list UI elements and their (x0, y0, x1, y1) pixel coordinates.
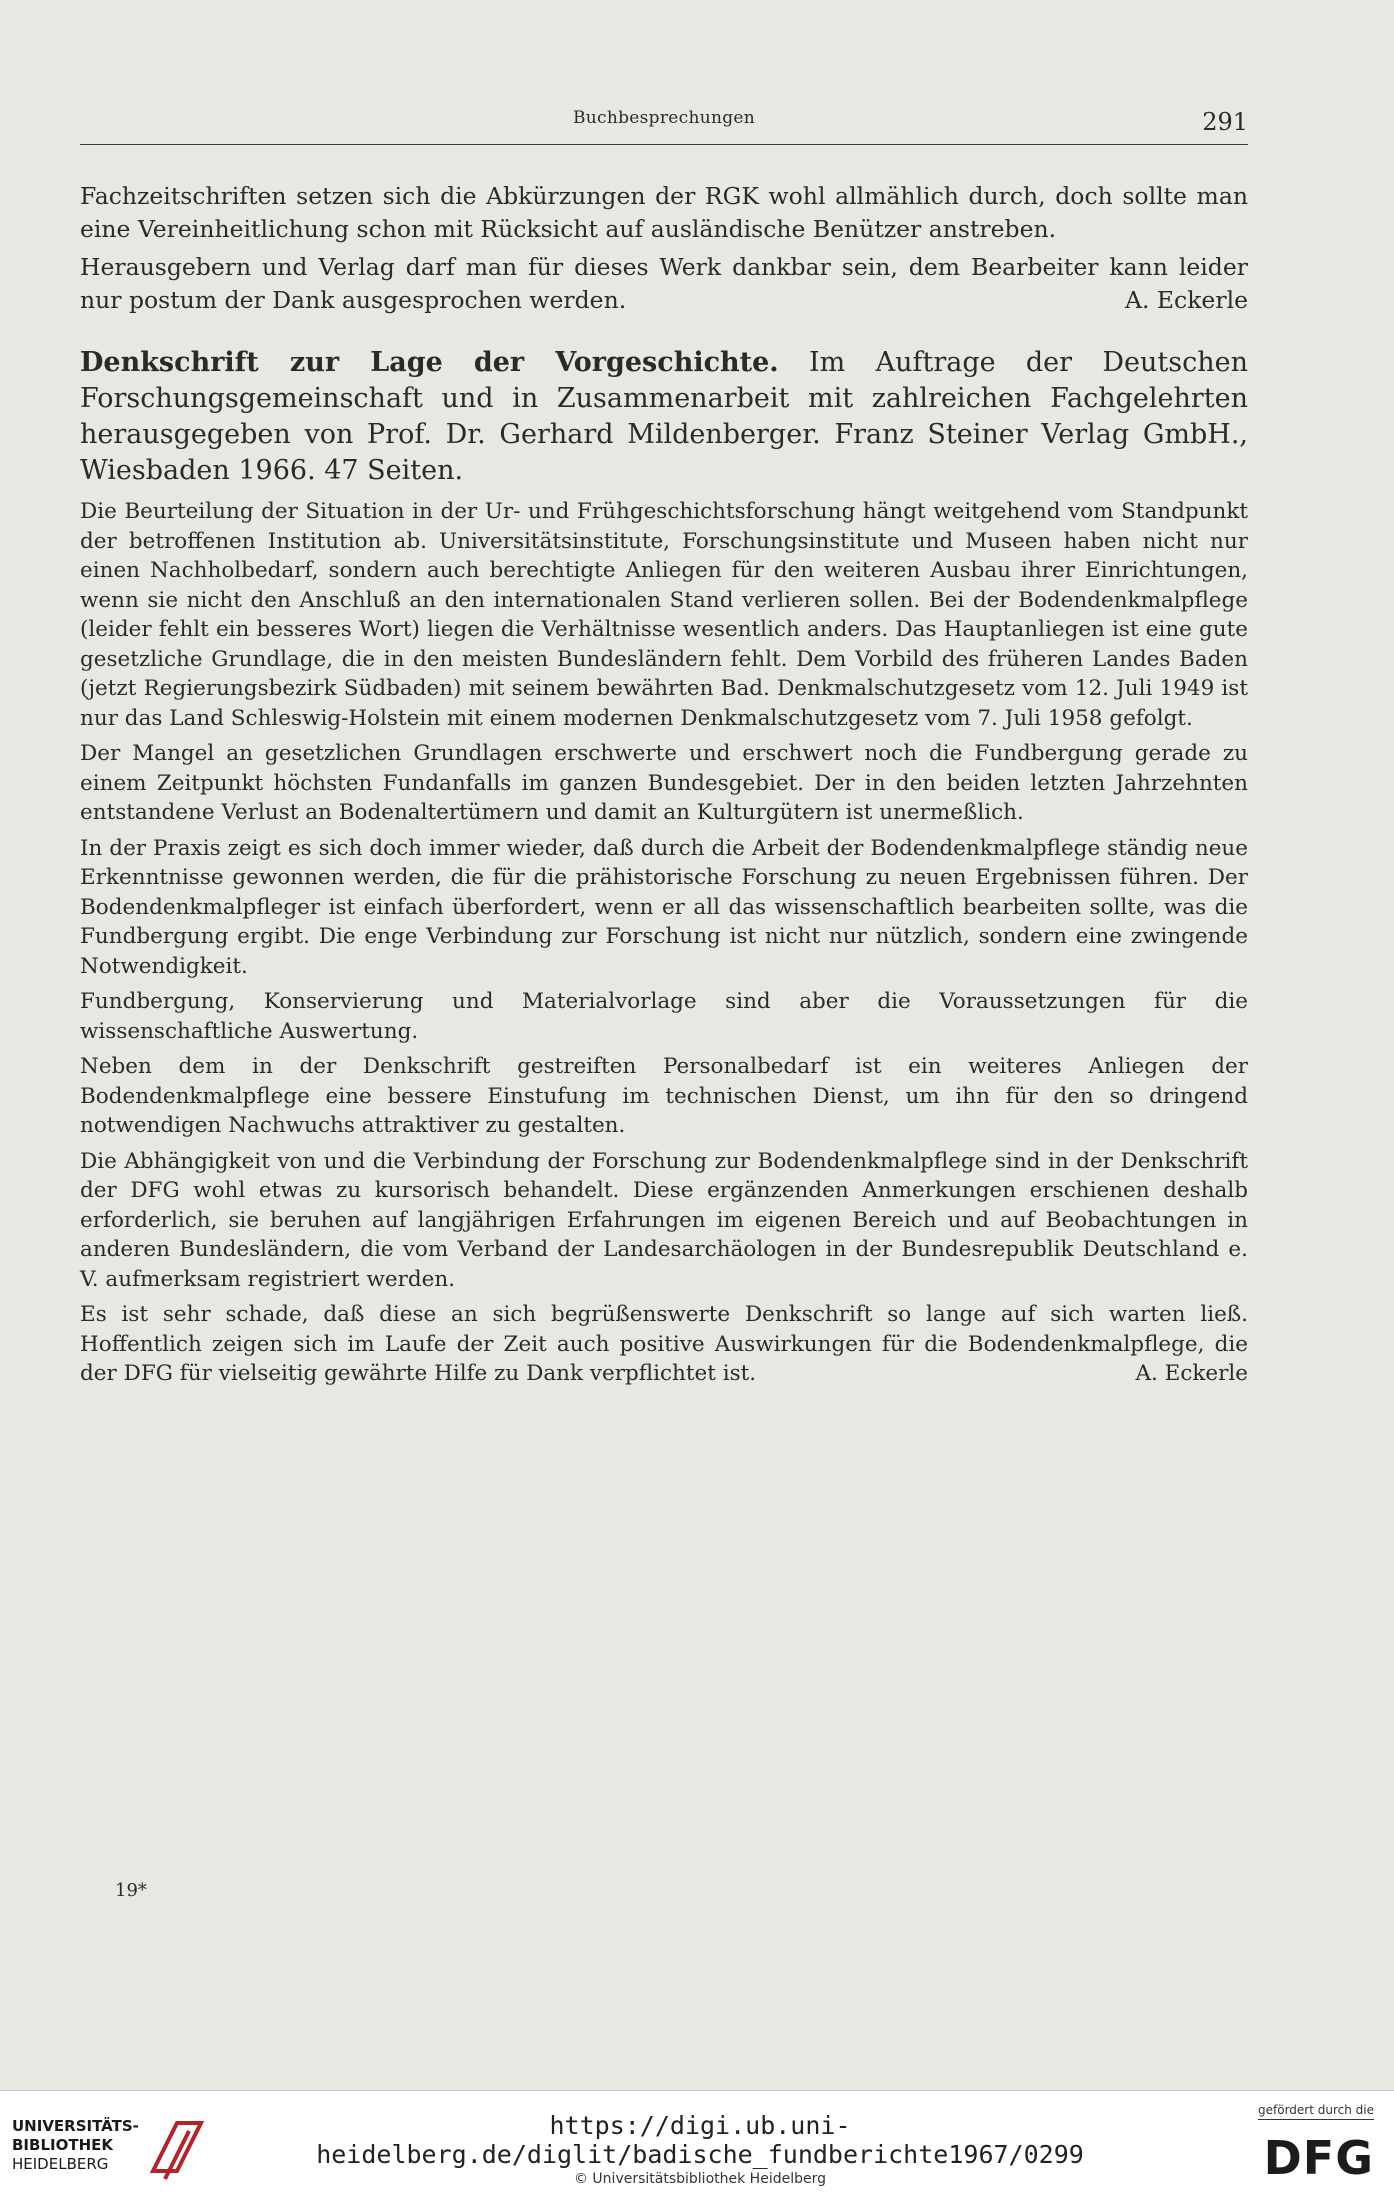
review-bibliography: Im Auftrage der Deutschen Forschungsgemeinschaft und in Zusammenarbeit mit zahlreichen Fachgelehrten herausgegeben von Prof. Dr. Gerhard Mildenberger. Franz Steiner Verlag GmbH., Wiesbaden 1966. 47 Seiten. (80, 347, 1248, 486)
body-text (80, 180, 1248, 1395)
review-heading (80, 345, 1248, 489)
document-url-link[interactable]: https://digi.ub.uni-heidelberg.de/diglit/badische_fundberichte1967/0299 (316, 2111, 1084, 2169)
paragraph-text: Es ist sehr schade, daß diese an sich begrüßenswerte Denkschrift so lange auf sich warten ließ. Hoffentlich zeigen sich im Laufe der Zeit auch positive Auswirkungen für die Bodendenkmalpflege, die der DFG für vielseitig gewährte Hilfe zu Dank verpflichtet ist. (80, 1302, 1248, 1386)
library-name-line: UNIVERSITÄTS- (12, 2117, 139, 2135)
library-logo[interactable] (12, 2113, 212, 2193)
paragraph: Die Abhängigkeit von und die Verbindung der Forschung zur Bodendenkmalpflege sind in der Denkschrift der DFG wohl etwas zu kursorisch behandelt. Diese ergänzenden Anmerkungen erschienen deshalb erforderlich, sie beruhen auf langjährigen Erfahrungen im eigenen Bereich und auf Beobachtungen in anderen Bundesländern, die vom Verband der Landesarchäologen in der Bundesrepublik Deutschland e. V. aufmerksam registriert werden. (80, 1148, 1248, 1292)
paragraph (80, 251, 1248, 317)
review-title: Denkschrift zur Lage der Vorgeschichte. (80, 347, 779, 378)
review-text (80, 497, 1248, 1389)
sponsor-tag: gefördert durch die (1258, 2103, 1374, 2120)
library-name-line: HEIDELBERG (12, 2155, 109, 2173)
paragraph: Fundbergung, Konservierung und Materialvorlage sind aber die Voraussetzungen für die wissenschaftliche Auswertung. (80, 989, 1248, 1044)
reviewer-signature: A. Eckerle (1135, 1361, 1248, 1386)
paragraph: Der Mangel an gesetzlichen Grundlagen erschwerte und erschwert noch die Fundbergung gerade zu einem Zeitpunkt höchsten Fundanfalls im ganzen Bundesgebiet. Der in den beiden letzten Jahrzehnten entstandene Verlust an Bodenaltertümern und damit an Kulturgütern ist unermeßlich. (80, 741, 1248, 825)
paragraph (80, 1300, 1248, 1389)
paragraph: Die Beurteilung der Situation in der Ur- und Frühgeschichtsforschung hängt weitgehend vom Standpunkt der betroffenen Institution ab. Universitätsinstitute, Forschungsinstitute und Museen haben nicht nur einen Nachholbedarf, sondern auch berechtigte Anliegen für den weiteren Ausbau ihrer Einrichtungen, wenn sie nicht den Anschluß an den internationalen Stand verlieren sollen. Bei der Bodendenkmalpflege (leider fehlt ein besseres Wort) liegen die Verhältnisse wesentlich anders. Das Hauptanliegen ist eine gute gesetzliche Grundlage, die in den meisten Bundesländern fehlt. Dem Vorbild des früheren Landes Baden (jetzt Regierungsbezirk Südbaden) mit seinem bewährten Bad. Denkmalschutzgesetz vom 12. Juli 1949 ist nur das Land Schleswig-Holstein mit einem modernen Denkmalschutzgesetz vom 7. Juli 1958 gefolgt. (80, 499, 1248, 731)
paragraph-text: Herausgebern und Verlag darf man für dieses Werk dankbar sein, dem Bearbeiter kann leider nur postum der Dank ausgesprochen werden. (80, 253, 1248, 314)
library-emblem-icon (147, 2113, 207, 2185)
running-head (80, 98, 1248, 145)
paragraph: Neben dem in der Denkschrift gestreiften Personalbedarf ist ein weiteres Anliegen der Bodendenkmalpflege eine bessere Einstufung im technischen Dienst, um ihn für den so dringend notwendigen Nachwuchs attraktiver zu gestalten. (80, 1054, 1248, 1138)
page-number: 291 (1202, 108, 1248, 136)
paragraph: In der Praxis zeigt es sich doch immer wieder, daß durch die Arbeit der Bodendenkmalpflege ständig neue Erkenntnisse gewonnen werden, die für die prähistorische Forschung zu neuen Ergebnissen führen. Der Bodendenkmalpfleger ist einfach überfordert, wenn er all das wissenschaftlich bearbeiten sollte, was die Fundbergung ergibt. Die enge Verbindung zur Forschung ist nicht nur nützlich, sondern eine zwingende Notwendigkeit. (80, 835, 1248, 979)
reviewer-signature: A. Eckerle (1124, 286, 1248, 314)
running-title: Buchbesprechungen (572, 108, 755, 128)
library-name (12, 2117, 139, 2174)
folio-signature: 19* (115, 1880, 147, 1901)
dfg-sponsor[interactable] (1224, 2103, 1374, 2195)
footer-bar (0, 2090, 1394, 2205)
dfg-logo: DFG (1263, 2131, 1374, 2185)
copyright-notice: © Universitätsbibliothek Heidelberg (573, 2171, 826, 2187)
paragraph: Fachzeitschriften setzen sich die Abkürzungen der RGK wohl allmählich durch, doch sollte man eine Vereinheitlichung schon mit Rücksicht auf ausländische Benützer anstreben. (80, 182, 1248, 243)
library-name-line: BIBLIOTHEK (12, 2136, 113, 2154)
